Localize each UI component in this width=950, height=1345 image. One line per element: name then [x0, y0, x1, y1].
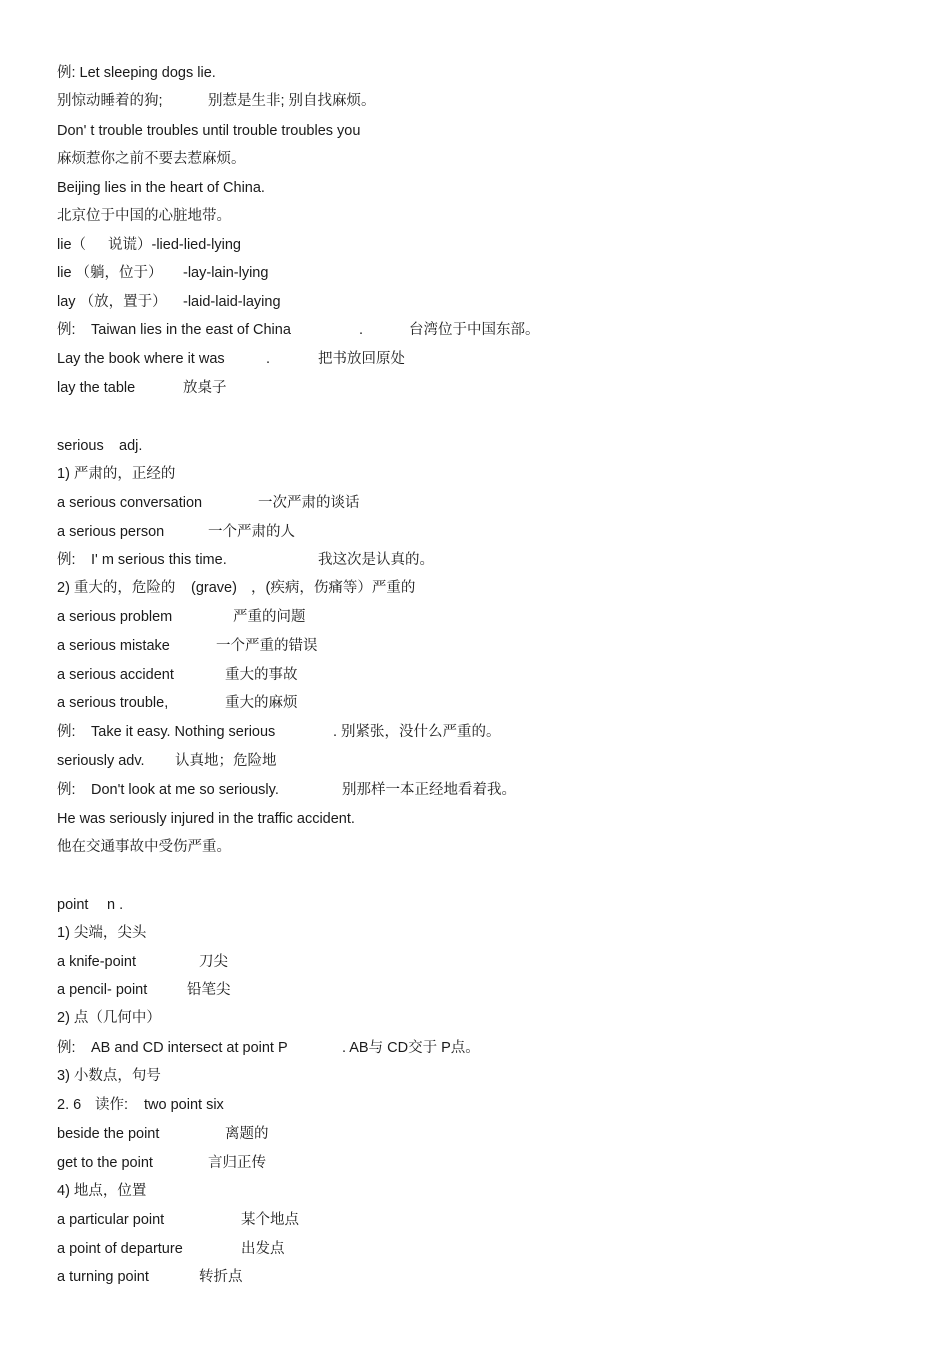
text-segment: 一次严肃的谈话: [258, 495, 360, 511]
text-segment: .: [266, 351, 271, 367]
text-segment: 台湾位于中国东部。: [409, 322, 540, 338]
text-segment: Take it easy. Nothing serious: [91, 724, 276, 740]
text-segment: seriously adv.: [57, 753, 145, 769]
text-segment: 某个地点: [241, 1212, 299, 1228]
text-segment: AB and CD intersect at point P: [91, 1040, 288, 1056]
text-segment: 言归正传: [208, 1155, 266, 1171]
text-segment: 别惹是生非; 别自找麻烦。: [208, 93, 376, 109]
text-segment: a serious problem: [57, 609, 173, 625]
text-segment: 别惊动睡着的狗;: [57, 93, 163, 109]
text-segment: He was seriously injured in the traffic accident.: [57, 811, 355, 827]
text-segment: 1) 严肃的，正经的: [57, 466, 176, 482]
text-segment: 放桌子: [183, 380, 227, 396]
text-segment: Lay the book where it was: [57, 351, 225, 367]
text-segment: 离题的: [225, 1126, 269, 1142]
text-segment: . AB与 CD交于 P点。: [342, 1040, 480, 1056]
text-segment: lay （放，置于）: [57, 294, 167, 310]
text-segment: a knife-point: [57, 954, 136, 970]
text-segment: 1) 尖端，尖头: [57, 925, 147, 941]
text-segment: lie （躺，位于）: [57, 265, 163, 281]
text-segment: 例: Let sleeping dogs lie.: [57, 65, 216, 81]
text-segment: 例:: [57, 724, 76, 740]
text-segment: 麻烦惹你之前不要去惹麻烦。: [57, 151, 246, 167]
text-segment: .: [359, 322, 364, 338]
text-segment: 别那样一本正经地看着我。: [342, 782, 516, 798]
text-segment: adj.: [119, 438, 143, 454]
text-segment: 重大的事故: [225, 667, 298, 683]
text-segment: 说谎）-lied-lied-lying: [108, 237, 241, 253]
text-segment: 刀尖: [199, 954, 228, 970]
text-segment: a serious person: [57, 524, 165, 540]
text-segment: 4) 地点，位置: [57, 1183, 147, 1199]
text-segment: 读作:: [95, 1097, 129, 1113]
text-segment: Don' t trouble troubles until trouble troubles you: [57, 123, 361, 139]
text-segment: 北京位于中国的心脏地带。: [57, 208, 231, 224]
text-segment: 3) 小数点，句号: [57, 1068, 161, 1084]
text-segment: 我这次是认真的。: [318, 552, 434, 568]
text-segment: 2) 点（几何中）: [57, 1010, 161, 1026]
text-segment: 例:: [57, 322, 76, 338]
text-segment: 例:: [57, 1040, 76, 1056]
text-segment: n .: [107, 897, 124, 913]
text-segment: point: [57, 897, 89, 913]
text-segment: 例:: [57, 552, 76, 568]
text-segment: 转折点: [199, 1269, 243, 1285]
text-segment: ，(疾病，伤痛等）严重的: [251, 580, 416, 596]
text-segment: I' m serious this time.: [91, 552, 227, 568]
text-segment: Beijing lies in the heart of China.: [57, 180, 265, 196]
text-segment: 认真地；危险地: [175, 753, 277, 769]
text-segment: two point six: [144, 1097, 224, 1113]
text-segment: -laid-laid-laying: [183, 294, 281, 310]
text-segment: 铅笔尖: [187, 982, 231, 998]
text-segment: a point of departure: [57, 1241, 183, 1257]
text-segment: get to the point: [57, 1155, 153, 1171]
text-segment: 出发点: [241, 1241, 285, 1257]
text-segment: beside the point: [57, 1126, 160, 1142]
text-segment: a serious accident: [57, 667, 174, 683]
text-segment: lie（: [57, 237, 87, 253]
text-segment: 把书放回原处: [318, 351, 405, 367]
text-segment: a pencil- point: [57, 982, 148, 998]
text-segment: 严重的问题: [233, 609, 306, 625]
text-segment: . 别紧张，没什么严重的。: [333, 724, 501, 740]
text-segment: a serious mistake: [57, 638, 170, 654]
text-segment: 重大的麻烦: [225, 695, 298, 711]
text-segment: a turning point: [57, 1269, 149, 1285]
text-segment: a particular point: [57, 1212, 165, 1228]
text-segment: a serious trouble,: [57, 695, 169, 711]
text-segment: Don't look at me so seriously.: [91, 782, 279, 798]
text-segment: 一个严重的错误: [216, 638, 318, 654]
text-segment: Taiwan lies in the east of China: [91, 322, 291, 338]
text-segment: 2) 重大的，危险的: [57, 580, 176, 596]
text-segment: 他在交通事故中受伤严重。: [57, 839, 231, 855]
text-segment: 一个严肃的人: [208, 524, 295, 540]
text-segment: 例:: [57, 782, 76, 798]
text-segment: -lay-lain-lying: [183, 265, 269, 281]
text-segment: lay the table: [57, 380, 136, 396]
text-segment: 2. 6: [57, 1097, 82, 1113]
text-segment: (grave): [191, 580, 237, 596]
text-segment: a serious conversation: [57, 495, 203, 511]
text-segment: serious: [57, 438, 104, 454]
